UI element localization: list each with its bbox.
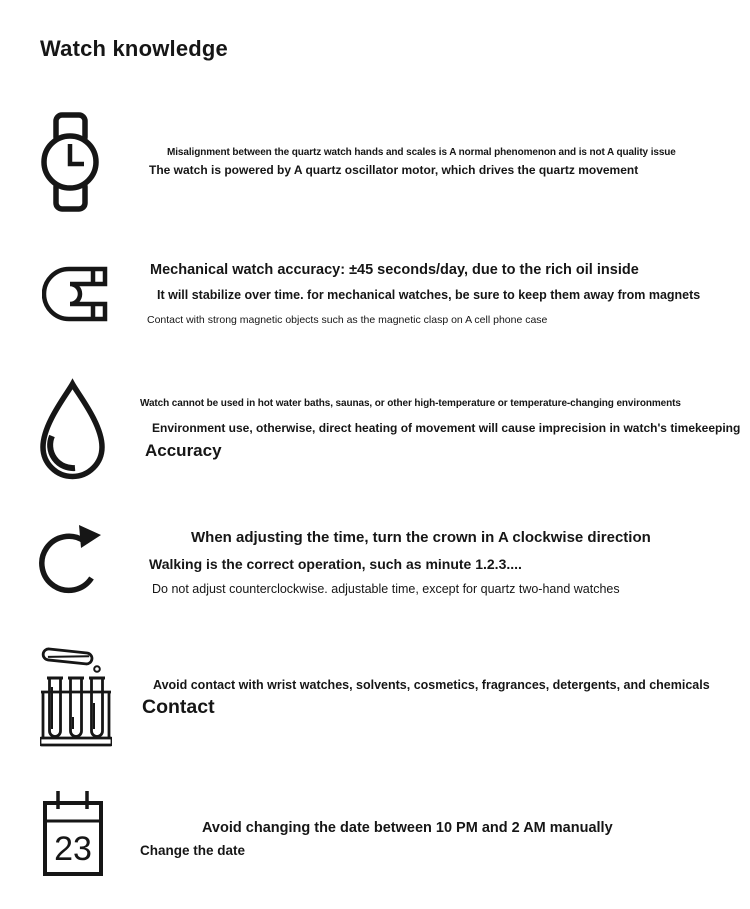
calendar-day: 23 bbox=[54, 830, 92, 868]
page-title: Watch knowledge bbox=[40, 36, 228, 61]
change-date-heading: Change the date bbox=[140, 843, 246, 858]
temperature-warning-note: Watch cannot be used in hot water baths, saunas, or other high-temperature or temperature-changing environments bbox=[140, 398, 681, 409]
magnet-contact-note: Contact with strong magnetic objects such as the magnetic clasp on A cell phone case bbox=[147, 314, 548, 326]
temperature-environment-text: Environment use, otherwise, direct heating of movement will cause imprecision in watch's timekeeping bbox=[152, 421, 741, 435]
wristwatch-icon bbox=[40, 112, 100, 212]
accuracy-heading: Accuracy bbox=[145, 441, 222, 460]
quartz-misalignment-note: Misalignment between the quartz watch hands and scales is A normal phenomenon and is not A quality issue bbox=[167, 147, 676, 158]
test-tubes-icon bbox=[40, 645, 112, 748]
calendar-icon bbox=[43, 789, 103, 876]
crown-operation-text: Walking is the correct operation, such as minute 1.2.3.... bbox=[149, 556, 522, 572]
chemicals-warning-text: Avoid contact with wrist watches, solvents, cosmetics, fragrances, detergents, and chemicals bbox=[153, 678, 710, 692]
date-change-warning-text: Avoid changing the date between 10 PM and 2 AM manually bbox=[202, 820, 613, 836]
crown-counterclockwise-note: Do not adjust counterclockwise. adjustable time, except for quartz two-hand watches bbox=[152, 582, 620, 596]
water-drop-icon bbox=[40, 378, 105, 480]
magnet-icon bbox=[42, 263, 108, 325]
quartz-movement-text: The watch is powered by A quartz oscillator motor, which drives the quartz movement bbox=[149, 163, 639, 177]
magnet-stabilize-text: It will stabilize over time. for mechanical watches, be sure to keep them away from magnets bbox=[157, 288, 701, 302]
crown-clockwise-heading: When adjusting the time, turn the crown in A clockwise direction bbox=[191, 529, 651, 546]
contact-heading: Contact bbox=[142, 696, 215, 718]
clockwise-arrow-icon bbox=[38, 522, 105, 601]
magnet-accuracy-heading: Mechanical watch accuracy: ±45 seconds/day, due to the rich oil inside bbox=[150, 262, 639, 278]
